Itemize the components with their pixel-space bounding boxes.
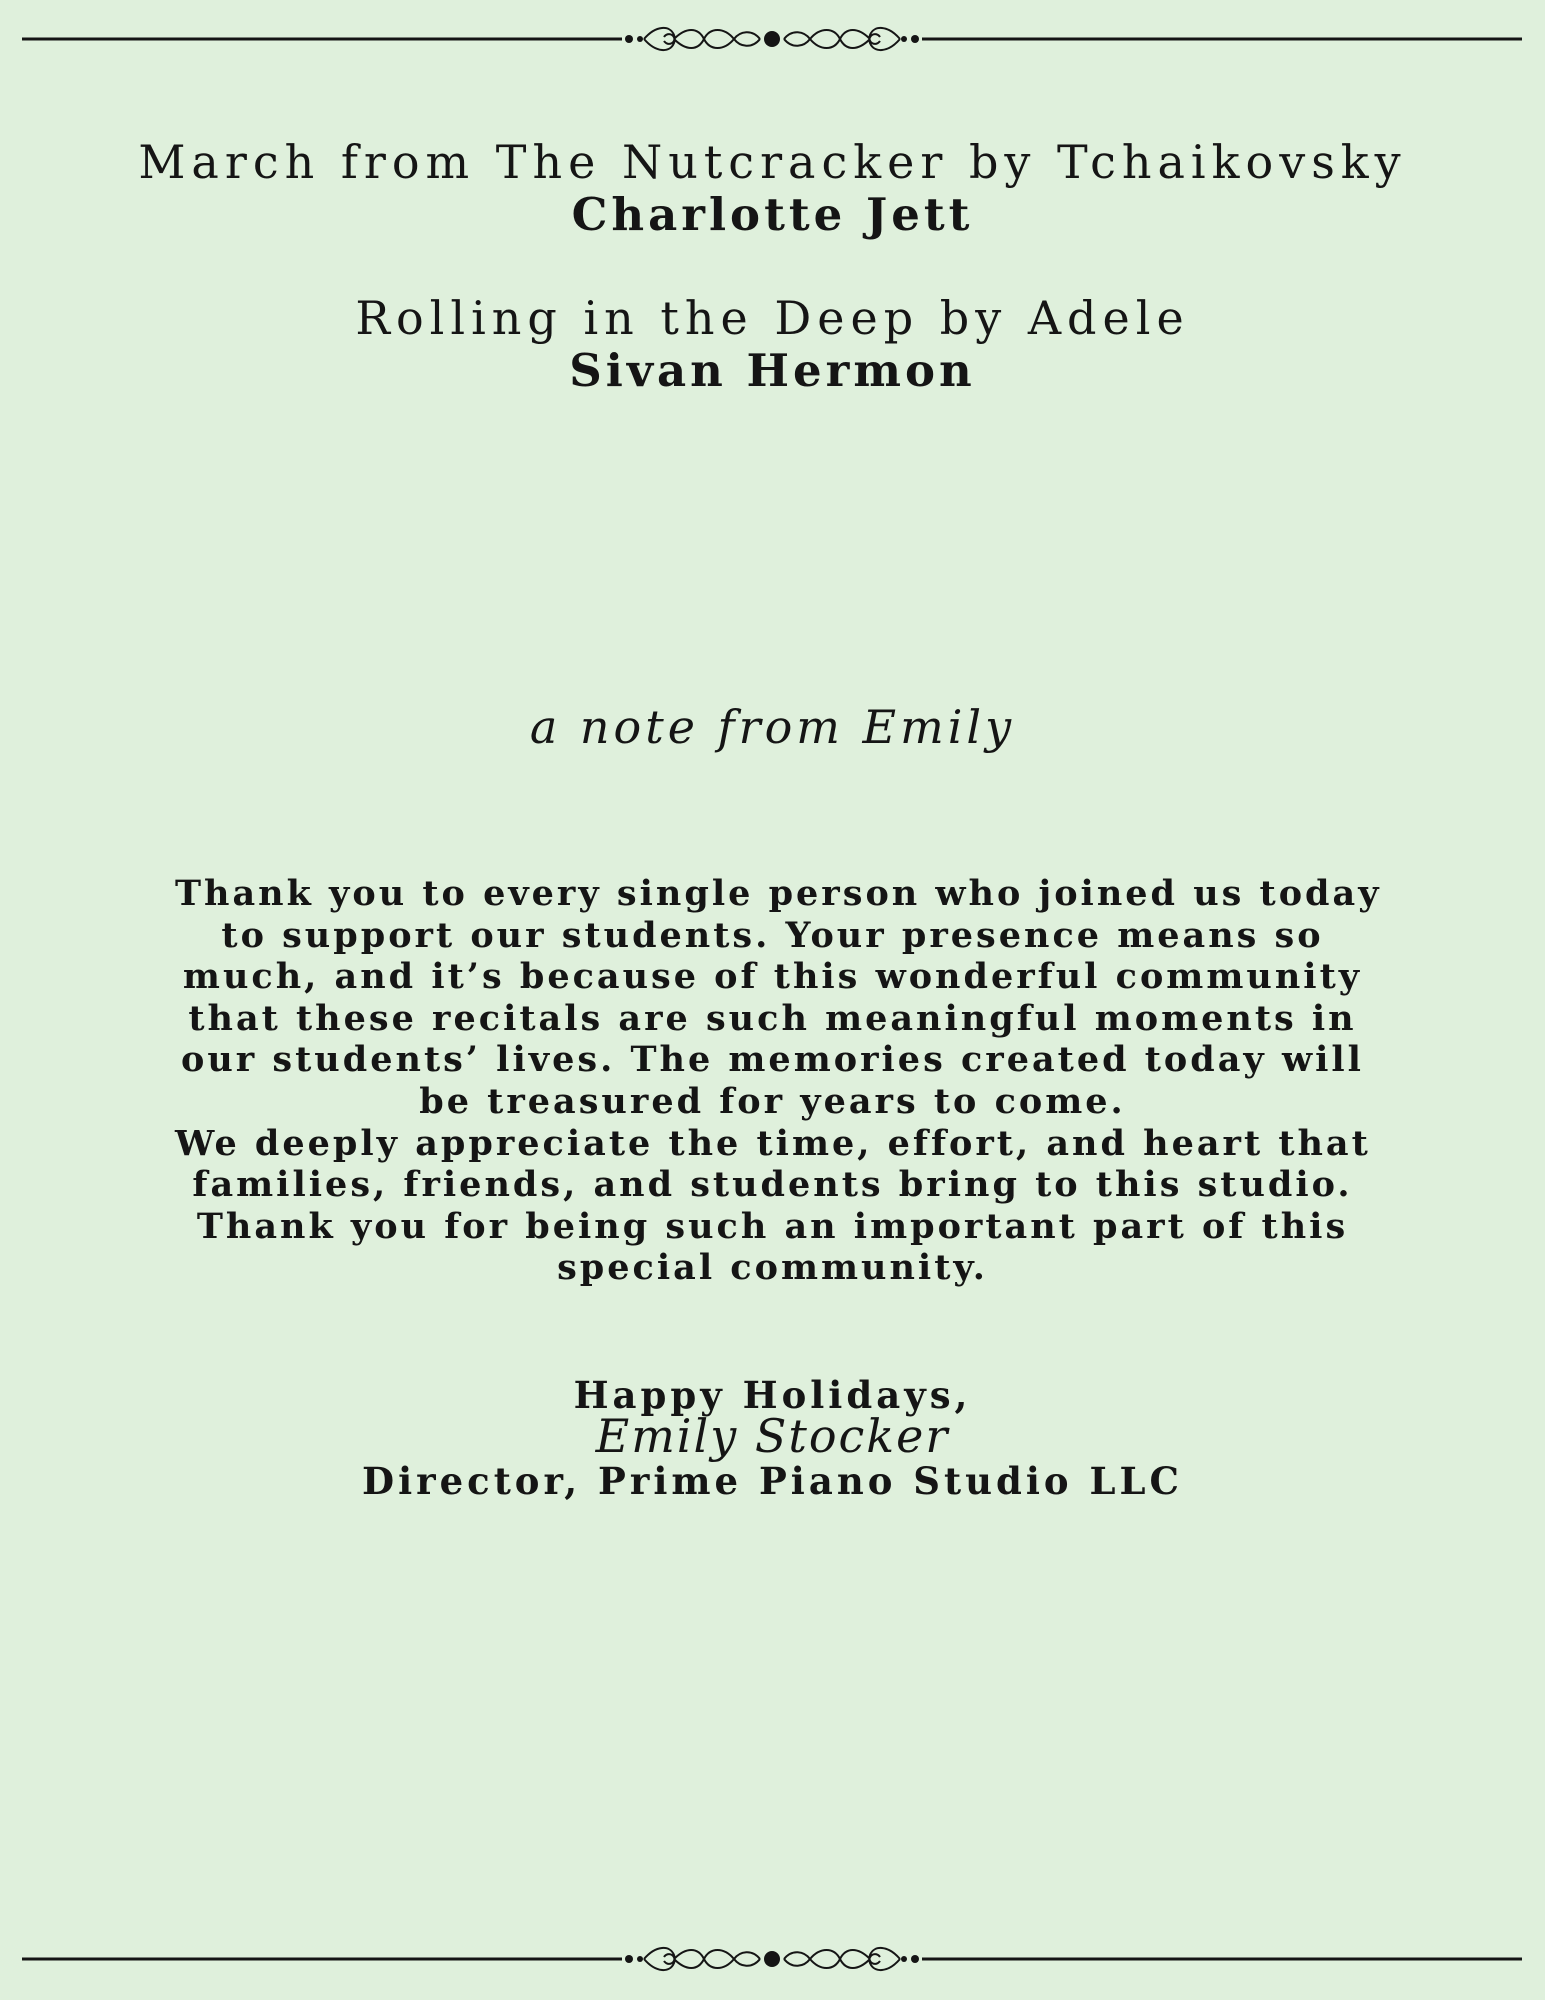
program-entry-1 bbox=[0, 135, 1545, 241]
note-line: much, and it’s because of this wonderful community bbox=[182, 956, 1363, 998]
scroll-divider-icon bbox=[22, 19, 1522, 59]
note-line: special community. bbox=[557, 1247, 988, 1289]
note-body bbox=[175, 873, 1382, 1289]
piece-title: March from The Nutcracker by Tchaikovsky bbox=[138, 135, 1407, 189]
signer-title: Director, Prime Piano Studio LLC bbox=[362, 1459, 1183, 1503]
performer-name: Sivan Hermon bbox=[569, 344, 976, 397]
signature: Emily Stocker bbox=[595, 1409, 950, 1463]
scroll-divider-icon bbox=[22, 1939, 1522, 1979]
program-entry-2 bbox=[0, 291, 1545, 397]
note-line: be treasured for years to come. bbox=[419, 1080, 1126, 1122]
note-line: We deeply appreciate the time, effort, and heart that bbox=[175, 1122, 1371, 1164]
bottom-ornamental-divider bbox=[22, 1939, 1522, 1979]
note-line: Thank you to every single person who joined us today bbox=[175, 873, 1382, 914]
top-ornamental-divider bbox=[22, 19, 1522, 59]
note-line: that these recitals are such meaningful moments in bbox=[188, 997, 1357, 1039]
performer-name: Charlotte Jett bbox=[571, 188, 974, 241]
note-line: to support our students. Your presence means so bbox=[221, 914, 1324, 956]
note-line: our students’ lives. The memories created today will bbox=[181, 1039, 1364, 1081]
closing-greeting: Happy Holidays, bbox=[573, 1373, 972, 1417]
piece-title: Rolling in the Deep by Adele bbox=[355, 291, 1190, 345]
note-line: Thank you for being such an important part of this bbox=[196, 1205, 1349, 1247]
note-heading: a note from Emily bbox=[529, 700, 1016, 754]
note-line: families, friends, and students bring to this studio. bbox=[192, 1164, 1353, 1206]
